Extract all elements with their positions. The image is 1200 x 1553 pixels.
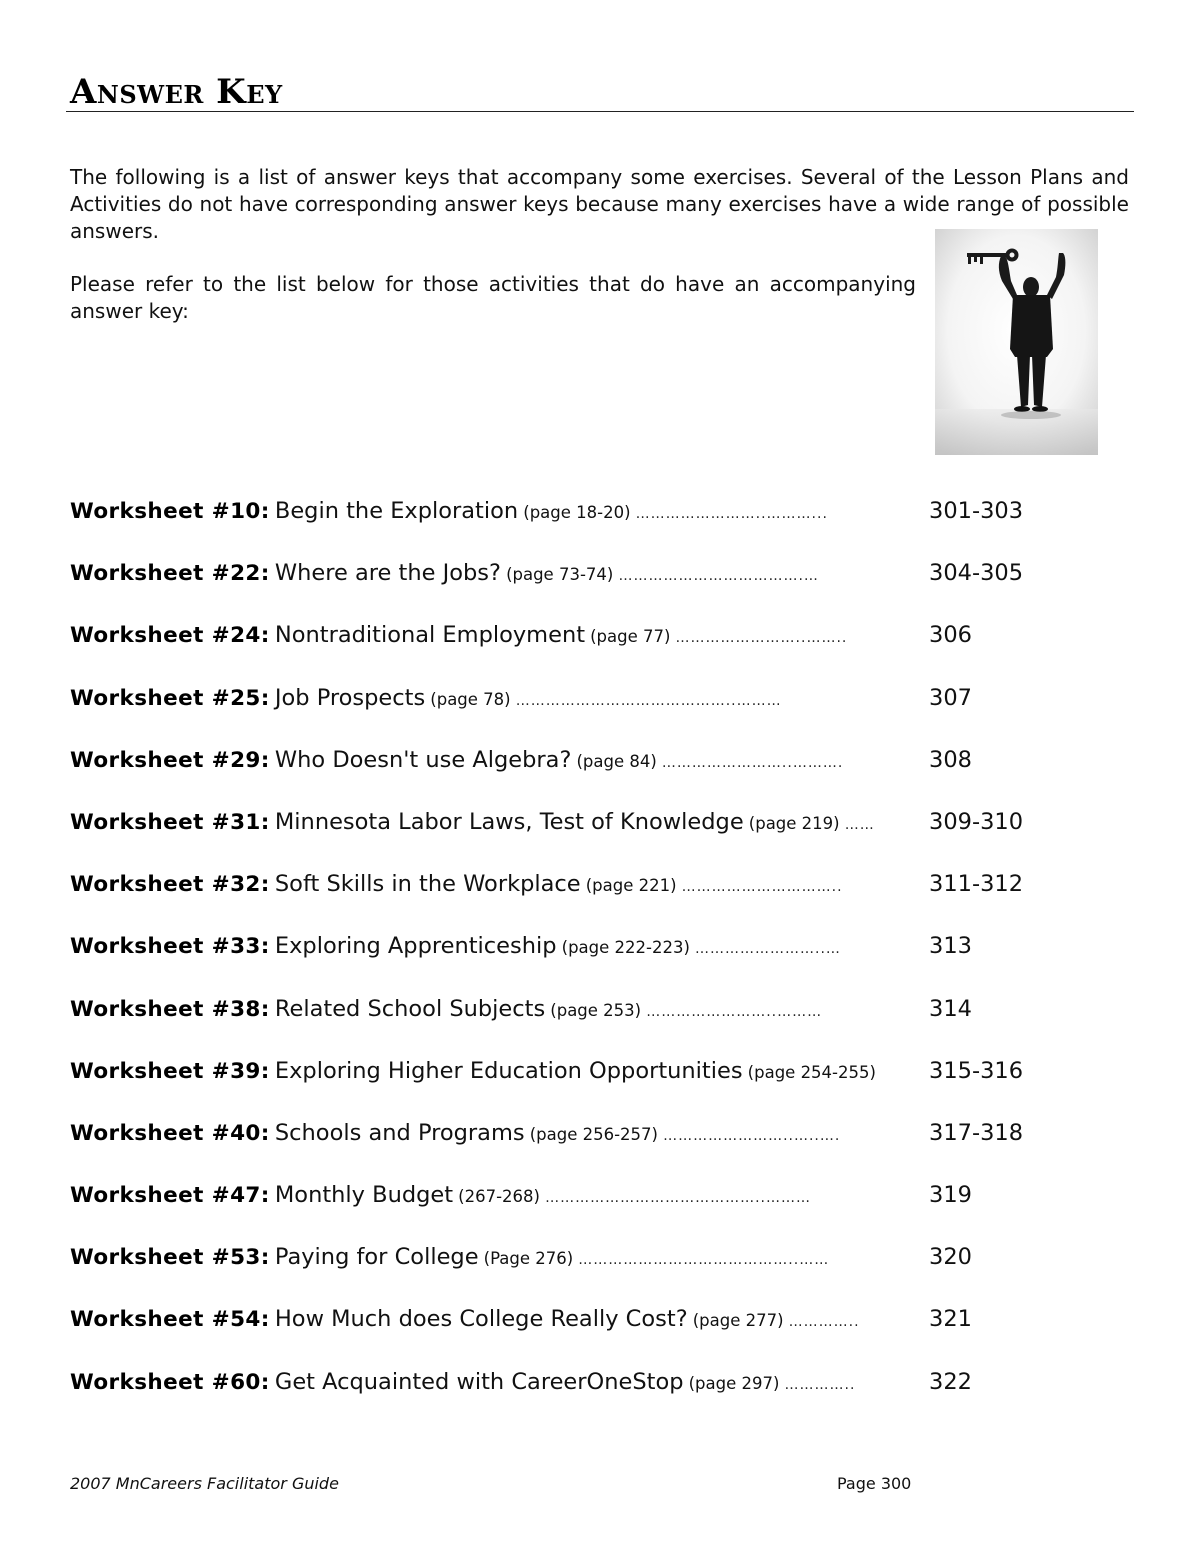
- dot-leader: ……: [844, 816, 875, 833]
- footer-guide-title: 2007 MnCareers Facilitator Guide: [70, 1474, 339, 1493]
- worksheet-page-ref: (Page 276): [483, 1249, 574, 1269]
- dot-leader: ……………………..…..….: [663, 1127, 841, 1144]
- worksheet-entry: [70, 988, 902, 1033]
- worksheet-entry: [70, 1298, 902, 1343]
- worksheet-number: Worksheet #31:: [70, 809, 270, 835]
- worksheet-title: Related School Subjects: [274, 995, 546, 1022]
- worksheet-page-ref: (page 219): [748, 813, 840, 833]
- answer-key-pages: 317-318: [929, 1119, 1024, 1146]
- worksheet-entry: [70, 1174, 902, 1219]
- worksheet-page-ref: (page 297): [688, 1373, 780, 1393]
- worksheet-page-ref: (page 253): [550, 1000, 642, 1020]
- dot-leader: ……………………………………..………: [515, 692, 782, 709]
- dot-leader: …………..: [784, 1376, 856, 1393]
- list-item: [70, 614, 1070, 676]
- worksheet-title: Exploring Higher Education Opportunities: [274, 1057, 743, 1084]
- worksheet-number: Worksheet #47:: [70, 1183, 270, 1209]
- answer-key-pages: 306: [929, 622, 972, 649]
- worksheet-page-ref: (page 73-74): [506, 565, 614, 585]
- key-silhouette-icon: [935, 229, 1098, 455]
- footer-page-number: Page 300: [837, 1474, 912, 1493]
- worksheet-entry: [70, 490, 902, 535]
- worksheet-title: Schools and Programs: [274, 1119, 525, 1146]
- list-item: [70, 1236, 1070, 1298]
- dot-leader: ……………………………………..……: [578, 1252, 830, 1269]
- dot-leader: ……………………………….…: [618, 568, 819, 585]
- answer-key-pages: 309-310: [929, 808, 1024, 835]
- answer-key-pages: 304-305: [929, 560, 1024, 587]
- answer-key-pages: 311-312: [929, 871, 1024, 898]
- list-item: [70, 988, 1070, 1050]
- worksheet-page-ref: (page 84): [576, 751, 657, 771]
- worksheet-page-ref: (page 18-20): [523, 503, 631, 522]
- worksheet-page-ref: (page 78): [430, 689, 511, 709]
- answer-key-pages: 307: [929, 684, 972, 711]
- list-item: [70, 1112, 1070, 1174]
- worksheet-title: How Much does College Really Cost?: [274, 1306, 688, 1333]
- dot-leader: ……………………..……..: [675, 630, 848, 647]
- answer-key-pages: 313: [929, 933, 972, 960]
- worksheet-number: Worksheet #33:: [70, 934, 270, 960]
- worksheet-entry: [70, 925, 902, 970]
- worksheet-number: Worksheet #24:: [70, 623, 270, 649]
- worksheet-title: Begin the Exploration: [274, 498, 519, 524]
- dot-leader: ……………………..……….: [661, 754, 844, 771]
- worksheet-number: Worksheet #25:: [70, 685, 270, 711]
- list-item: [70, 1174, 1070, 1236]
- title-underline: [66, 111, 1134, 112]
- worksheet-entry: [70, 677, 902, 722]
- worksheet-number: Worksheet #22:: [70, 561, 270, 587]
- worksheet-page-ref: (page 77): [590, 627, 671, 647]
- worksheet-entry: [70, 1112, 902, 1157]
- answer-key-pages: 321: [929, 1306, 972, 1333]
- dot-leader: ……………………..………: [646, 1003, 823, 1020]
- worksheet-title: Job Prospects: [274, 684, 426, 711]
- worksheet-title: Who Doesn't use Algebra?: [274, 746, 572, 773]
- list-item: [70, 552, 1070, 614]
- person-holding-key-image: [935, 229, 1098, 455]
- worksheet-entry: [70, 1050, 902, 1095]
- page-title: Answer Key: [70, 72, 283, 112]
- worksheet-entry: [70, 863, 902, 908]
- worksheet-page-ref: (page 256-257): [529, 1124, 658, 1144]
- worksheet-page-ref: (page 277): [692, 1311, 784, 1331]
- worksheet-number: Worksheet #39:: [70, 1058, 270, 1084]
- worksheet-entry: [70, 739, 902, 784]
- answer-key-list: [70, 490, 1070, 1423]
- worksheet-entry: [70, 614, 902, 659]
- list-item: [70, 1361, 1070, 1423]
- worksheet-title: Paying for College: [274, 1244, 479, 1271]
- worksheet-number: Worksheet #10:: [70, 499, 270, 524]
- answer-key-pages: 301-303: [929, 498, 1024, 524]
- dot-leader: ……………………………………..………: [545, 1190, 811, 1207]
- worksheet-title: Nontraditional Employment: [274, 622, 586, 649]
- worksheet-number: Worksheet #38:: [70, 996, 270, 1022]
- worksheet-number: Worksheet #40:: [70, 1120, 270, 1146]
- worksheet-title: Get Acquainted with CareerOneStop: [274, 1368, 684, 1395]
- worksheet-number: Worksheet #60:: [70, 1369, 270, 1395]
- list-item: [70, 739, 1070, 801]
- worksheet-title: Soft Skills in the Workplace: [274, 871, 581, 898]
- worksheet-title: Monthly Budget: [274, 1182, 454, 1209]
- worksheet-page-ref: (267-268): [458, 1187, 540, 1207]
- dot-leader: …………………………..: [681, 879, 843, 896]
- worksheet-number: Worksheet #32:: [70, 872, 270, 898]
- list-item: [70, 925, 1070, 987]
- answer-key-pages: 315-316: [929, 1057, 1024, 1084]
- worksheet-entry: [70, 552, 902, 597]
- worksheet-number: Worksheet #54:: [70, 1307, 270, 1333]
- worksheet-entry: [70, 801, 902, 846]
- worksheet-number: Worksheet #53:: [70, 1245, 270, 1271]
- worksheet-entry: [70, 1236, 902, 1281]
- dot-leader: ……………………..………...: [635, 506, 828, 522]
- worksheet-entry: [70, 1361, 902, 1406]
- answer-key-pages: 314: [929, 995, 972, 1022]
- answer-key-pages: 319: [929, 1182, 972, 1209]
- worksheet-title: Exploring Apprenticeship: [274, 933, 557, 960]
- worksheet-number: Worksheet #29:: [70, 747, 270, 773]
- list-item: [70, 490, 1070, 552]
- list-item: [70, 863, 1070, 925]
- list-item: [70, 1298, 1070, 1360]
- refer-paragraph: Please refer to the list below for those activities that do have an accompanying answer key:: [70, 272, 916, 323]
- answer-key-pages: 320: [929, 1244, 972, 1271]
- answer-key-pages: 308: [929, 746, 972, 773]
- intro-paragraph: The following is a list of answer keys that accompany some exercises. Several of the Lesson Plans and Activities do not have corresponding answer keys because many exercises have a wide range of possible answers.: [70, 165, 1129, 243]
- dot-leader: ……………………..…: [695, 941, 841, 958]
- dot-leader: …………..: [788, 1314, 860, 1331]
- worksheet-page-ref: (page 221): [585, 876, 677, 896]
- worksheet-title: Minnesota Labor Laws, Test of Knowledge: [274, 808, 744, 835]
- list-item: [70, 801, 1070, 863]
- list-item: [70, 1050, 1070, 1112]
- list-item: [70, 677, 1070, 739]
- worksheet-page-ref: (page 222-223): [561, 938, 690, 958]
- worksheet-page-ref: (page 254-255): [747, 1062, 876, 1082]
- worksheet-title: Where are the Jobs?: [274, 560, 501, 587]
- answer-key-pages: 322: [929, 1368, 972, 1395]
